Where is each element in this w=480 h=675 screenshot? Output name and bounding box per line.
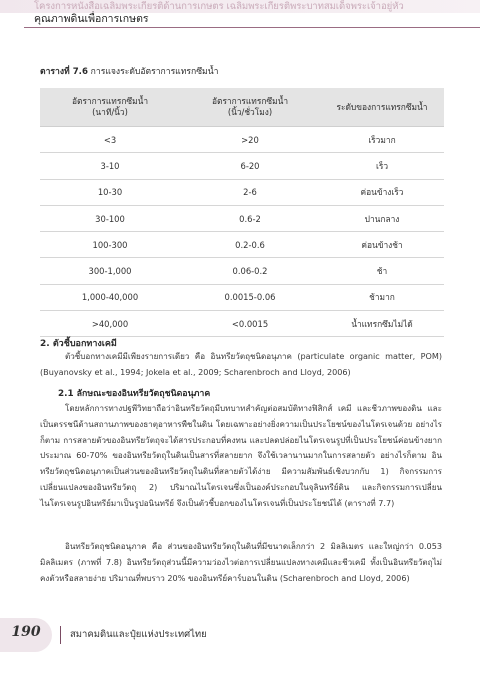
table-row	[40, 258, 444, 284]
table-caption-label: ตารางที่ 7.6	[40, 67, 88, 77]
page-header	[0, 0, 480, 30]
table-cell: 0.06-0.2	[180, 258, 320, 284]
table-cell: >40,000	[40, 311, 180, 337]
column-header-line: (นาที/นิ้ว)	[92, 107, 128, 117]
table-row	[40, 179, 444, 205]
column-header-rate-inch-per-hour	[180, 88, 320, 127]
header-divider	[24, 27, 480, 28]
subsection-heading: 2.1 ลักษณะของอินทรียวัตถุชนิดอนุภาค	[58, 389, 211, 399]
paragraph-organic-matter-role: โดยหลักการทางปฐพีวิทยาถือว่าอินทรียวัตถุมีบทบาทสำคัญต่อสมบัติทางฟิสิกส์ เคมี และชีวภาพของดิน และเป็นตรรชนีด้านสถานภาพของธาตุอาหารพืชในดิน โดยเฉพาะอย่างยิ่งความเป็นประโยชน์ของไนโตรเจนด้วย อย่างไรก็ตาม การสลายตัวของอินทรียวัตถุจะได้สารประกอบที่คงทน และปลดปล่อยไนโตรเจนรูปที่เป็นประโยชน์ค่อนข้างยาก ประมาณ 60-70% ของอินทรียวัตถุในดินเป็นสารที่สลายยาก จึงใช้เวลานานมากในการสลายตัว อย่างไรก็ตาม อินทรียวัตถุชนิดอนุภาคเป็นส่วนของอินทรียวัตถุในดินที่สลายตัวได้ง่าย มีความสัมพันธ์เชิงบวกกับ 1) กิจกรรมการเปลี่ยนแปลงของอินทรียวัตถุ 2) ปริมาณไนโตรเจนซึ่งเป็นองค์ประกอบในจุลินทรีย์ดิน และกิจกรรมการเปลี่ยนไนโตรเจนรูปอินทรีย์มาเป็นรูปอนินทรีย์ จึงเป็นตัวชี้บอกของไนโตรเจนที่เป็นประโยชน์ได้ (ตารางที่ 7.7)	[40, 403, 442, 508]
column-header-line: (นิ้ว/ชั่วโมง)	[227, 107, 273, 117]
table-caption	[40, 66, 218, 78]
table-row	[40, 153, 444, 179]
section-heading: 2. ตัวชี้บอกทางเคมี	[40, 339, 117, 349]
publisher-name: สมาคมดินและปุ๋ยแห่งประเทศไทย	[70, 629, 207, 640]
page-number: 190	[11, 624, 41, 640]
table-row	[40, 232, 444, 258]
table-cell: ปานกลาง	[320, 205, 444, 231]
running-title: โครงการหนังสือเฉลิมพระเกียรติด้านการเกษตร เฉลิมพระเกียรติพระบาทสมเด็จพระเจ้าอยู่หัว	[34, 1, 404, 12]
page-number-tab	[0, 618, 52, 652]
table-cell: 2-6	[180, 179, 320, 205]
paragraph-pom-definition: อินทรียวัตถุชนิดอนุภาค คือ ส่วนของอินทรียวัตถุในดินที่มีขนาดเล็กกว่า 2 มิลลิเมตร และใหญ่กว่า 0.053 มิลลิเมตร (ภาพที่ 7.8) อินทรียวัตถุส่วนนี้มีความว่องไวต่อการเปลี่ยนแปลงทางเคมีและชีวเคมี ทั้งเป็นอินทรียวัตถุไม่คงตัวหรือสลายง่าย ปริมาณที่พบราว 20% ของอินทรีย์คาร์บอนในดิน (Scharenbroch and Lloyd, 2006)	[40, 541, 442, 583]
paragraph-chemical-indicator: ตัวชี้บอกทางเคมีมีเพียงรายการเดียว คือ อินทรียวัตถุชนิดอนุภาค (particulate organic matter, POM) (Buyanovsky et al., 1994; Jokela et al., 2009; Scharenbroch and Lloyd, 2006)	[40, 351, 442, 377]
table-header-row	[40, 88, 444, 127]
column-header-line: อัตราการแทรกซึมน้ำ	[71, 96, 149, 106]
page-footer	[0, 618, 480, 675]
table-cell: <0.0015	[180, 311, 320, 337]
table-cell: เร็ว	[320, 153, 444, 179]
table-cell: 0.6-2	[180, 205, 320, 231]
table-cell: น้ำแทรกซึมไม่ได้	[320, 311, 444, 337]
column-header-line: ระดับของการแทรกซึมน้ำ	[336, 101, 428, 112]
table-cell: 6-20	[180, 153, 320, 179]
column-header-line: อัตราการแทรกซึมน้ำ	[211, 96, 289, 106]
table-row	[40, 311, 444, 337]
table-cell: 3-10	[40, 153, 180, 179]
table-cell: เร็วมาก	[320, 127, 444, 153]
table-cell: 1,000-40,000	[40, 284, 180, 310]
running-subtitle: คุณภาพดินเพื่อการเกษตร	[34, 13, 149, 25]
table-cell: ช้า	[320, 258, 444, 284]
table-row	[40, 127, 444, 153]
table-cell: ช้ามาก	[320, 284, 444, 310]
column-header-level	[320, 88, 444, 127]
table-row	[40, 284, 444, 310]
column-header-rate-min-per-inch	[40, 88, 180, 127]
table-cell: <3	[40, 127, 180, 153]
table-cell: 100-300	[40, 232, 180, 258]
footer-divider	[60, 626, 61, 644]
table-cell: >20	[180, 127, 320, 153]
infiltration-table	[40, 88, 444, 337]
table-cell: 300-1,000	[40, 258, 180, 284]
table-cell: 0.0015-0.06	[180, 284, 320, 310]
table-caption-text: การแจงระดับอัตราการแทรกซึมน้ำ	[90, 67, 219, 77]
table-cell: ค่อนข้างช้า	[320, 232, 444, 258]
table-cell: ค่อนข้างเร็ว	[320, 179, 444, 205]
table-row	[40, 205, 444, 231]
table-cell: 30-100	[40, 205, 180, 231]
table-cell: 0.2-0.6	[180, 232, 320, 258]
table-cell: 10-30	[40, 179, 180, 205]
